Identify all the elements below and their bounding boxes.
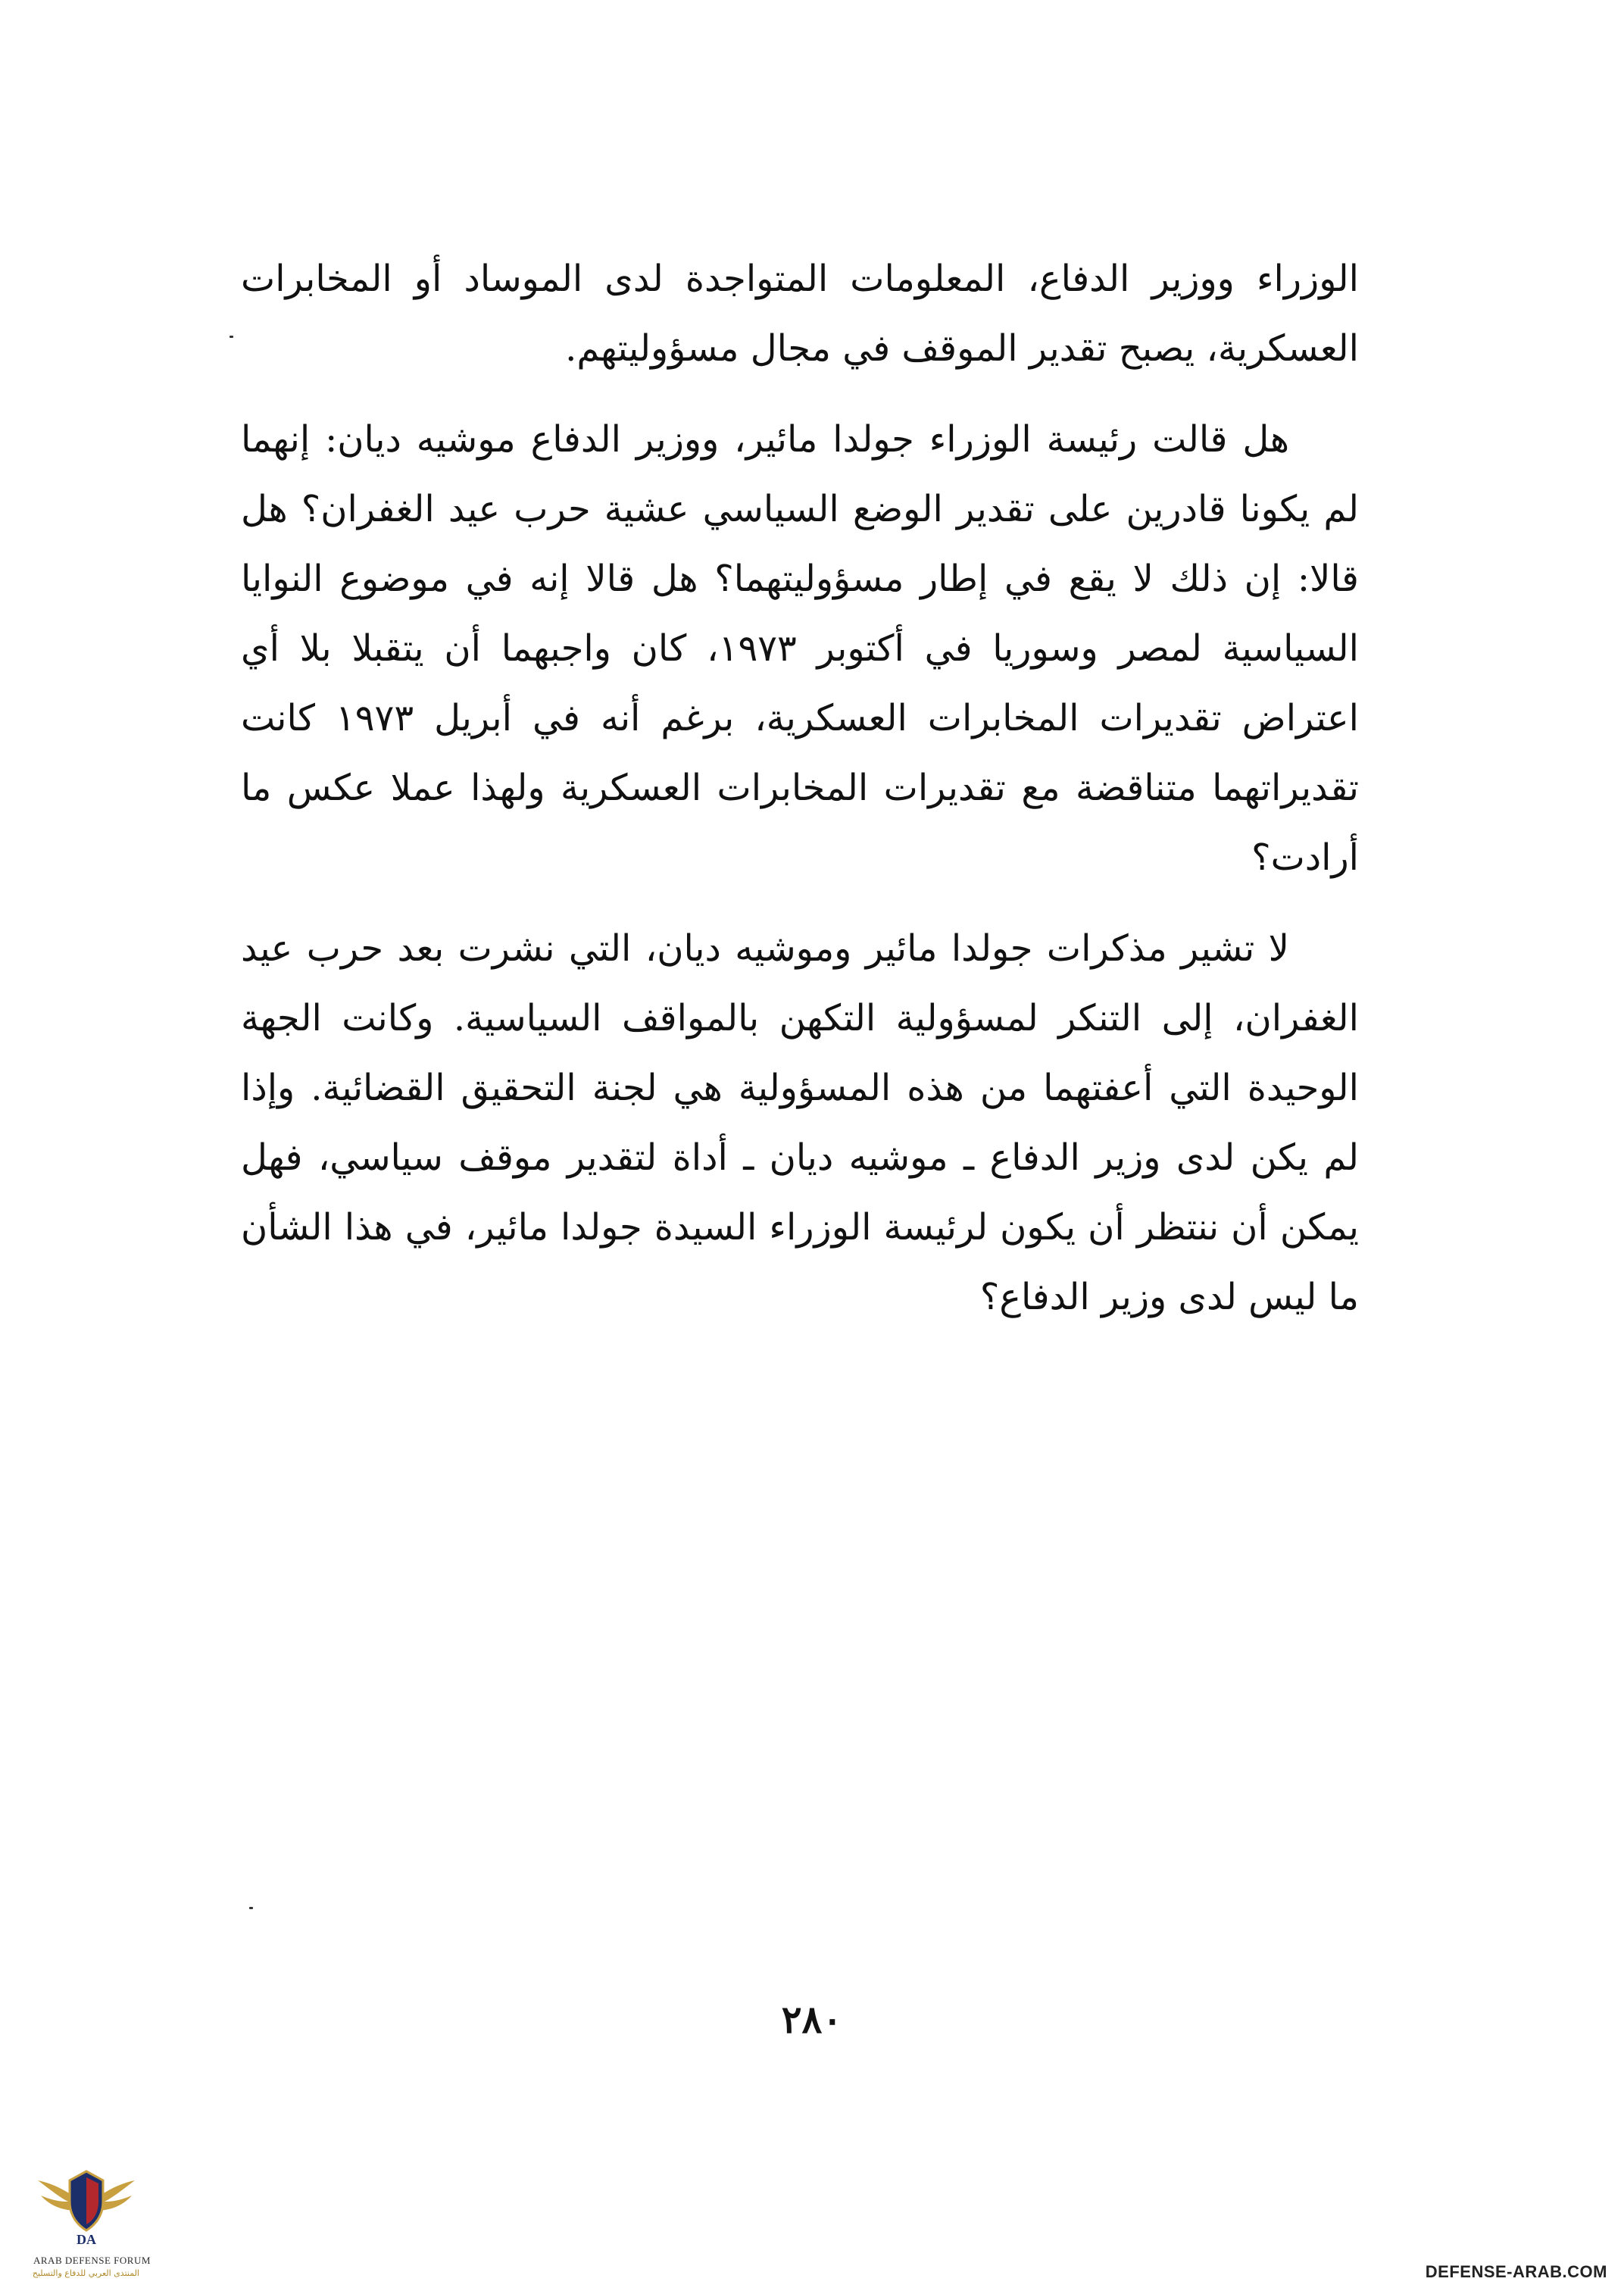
logo-subtitle: المنتدى العربي للدفاع والتسليح xyxy=(32,2268,139,2278)
page-body xyxy=(241,244,1359,1353)
paragraph-2: هل قالت رئيسة الوزراء جولدا مائير، ووزير الدفاع موشيه ديان: إنهما لم يكونا قادرين على تقدير الوضع السياسي عشية حرب عيد الغفران؟ هل قالا: إن ذلك لا يقع في إطار مسؤوليتهما؟ هل قالا إنه في موضوع النوايا السياسية لمصر وسوريا في أكتوبر ١٩٧٣، كان واجبهما أن يتقبلا بلا أي اعتراض تقديرات المخابرات العسكرية، برغم أنه في أبريل ١٩٧٣ كانت تقديراتهما متناقضة مع تقديرات المخابرات العسكرية ولهذا عملا عكس ما أرادت؟ xyxy=(241,418,1360,879)
logo-title: ARAB DEFENSE FORUM xyxy=(33,2255,151,2266)
page-number: ٢٨٠ xyxy=(781,1997,843,2042)
logo-badge: DA xyxy=(77,2232,96,2247)
paragraph-1: الوزراء ووزير الدفاع، المعلومات المتواجدة لدى الموساد أو المخابرات العسكرية، يصبح تقدير الموقف في مجال مسؤوليتهم. xyxy=(241,258,1359,370)
watermark-url: DEFENSE-ARAB.COM xyxy=(1425,2262,1607,2281)
site-logo xyxy=(32,2155,151,2288)
paragraph-3: لا تشير مذكرات جولدا مائير وموشيه ديان، التي نشرت بعد حرب عيد الغفران، إلى التنكر لمسؤولية التكهن بالمواقف السياسية. وكانت الجهة الوحيدة التي أعفتهما من هذه المسؤولية هي لجنة التحقيق القضائية. وإذا لم يكن لدى وزير الدفاع ـ موشيه ديان ـ أداة لتقدير موقف سياسي، فهل يمكن أن ننتظر أن يكون لرئيسة الوزراء السيدة جولدا مائير، في هذا الشأن ما ليس لدى وزير الدفاع؟ xyxy=(241,927,1360,1318)
scan-speck xyxy=(249,1907,253,1909)
scan-speck xyxy=(230,336,233,338)
wings-emblem-icon xyxy=(33,2155,139,2255)
